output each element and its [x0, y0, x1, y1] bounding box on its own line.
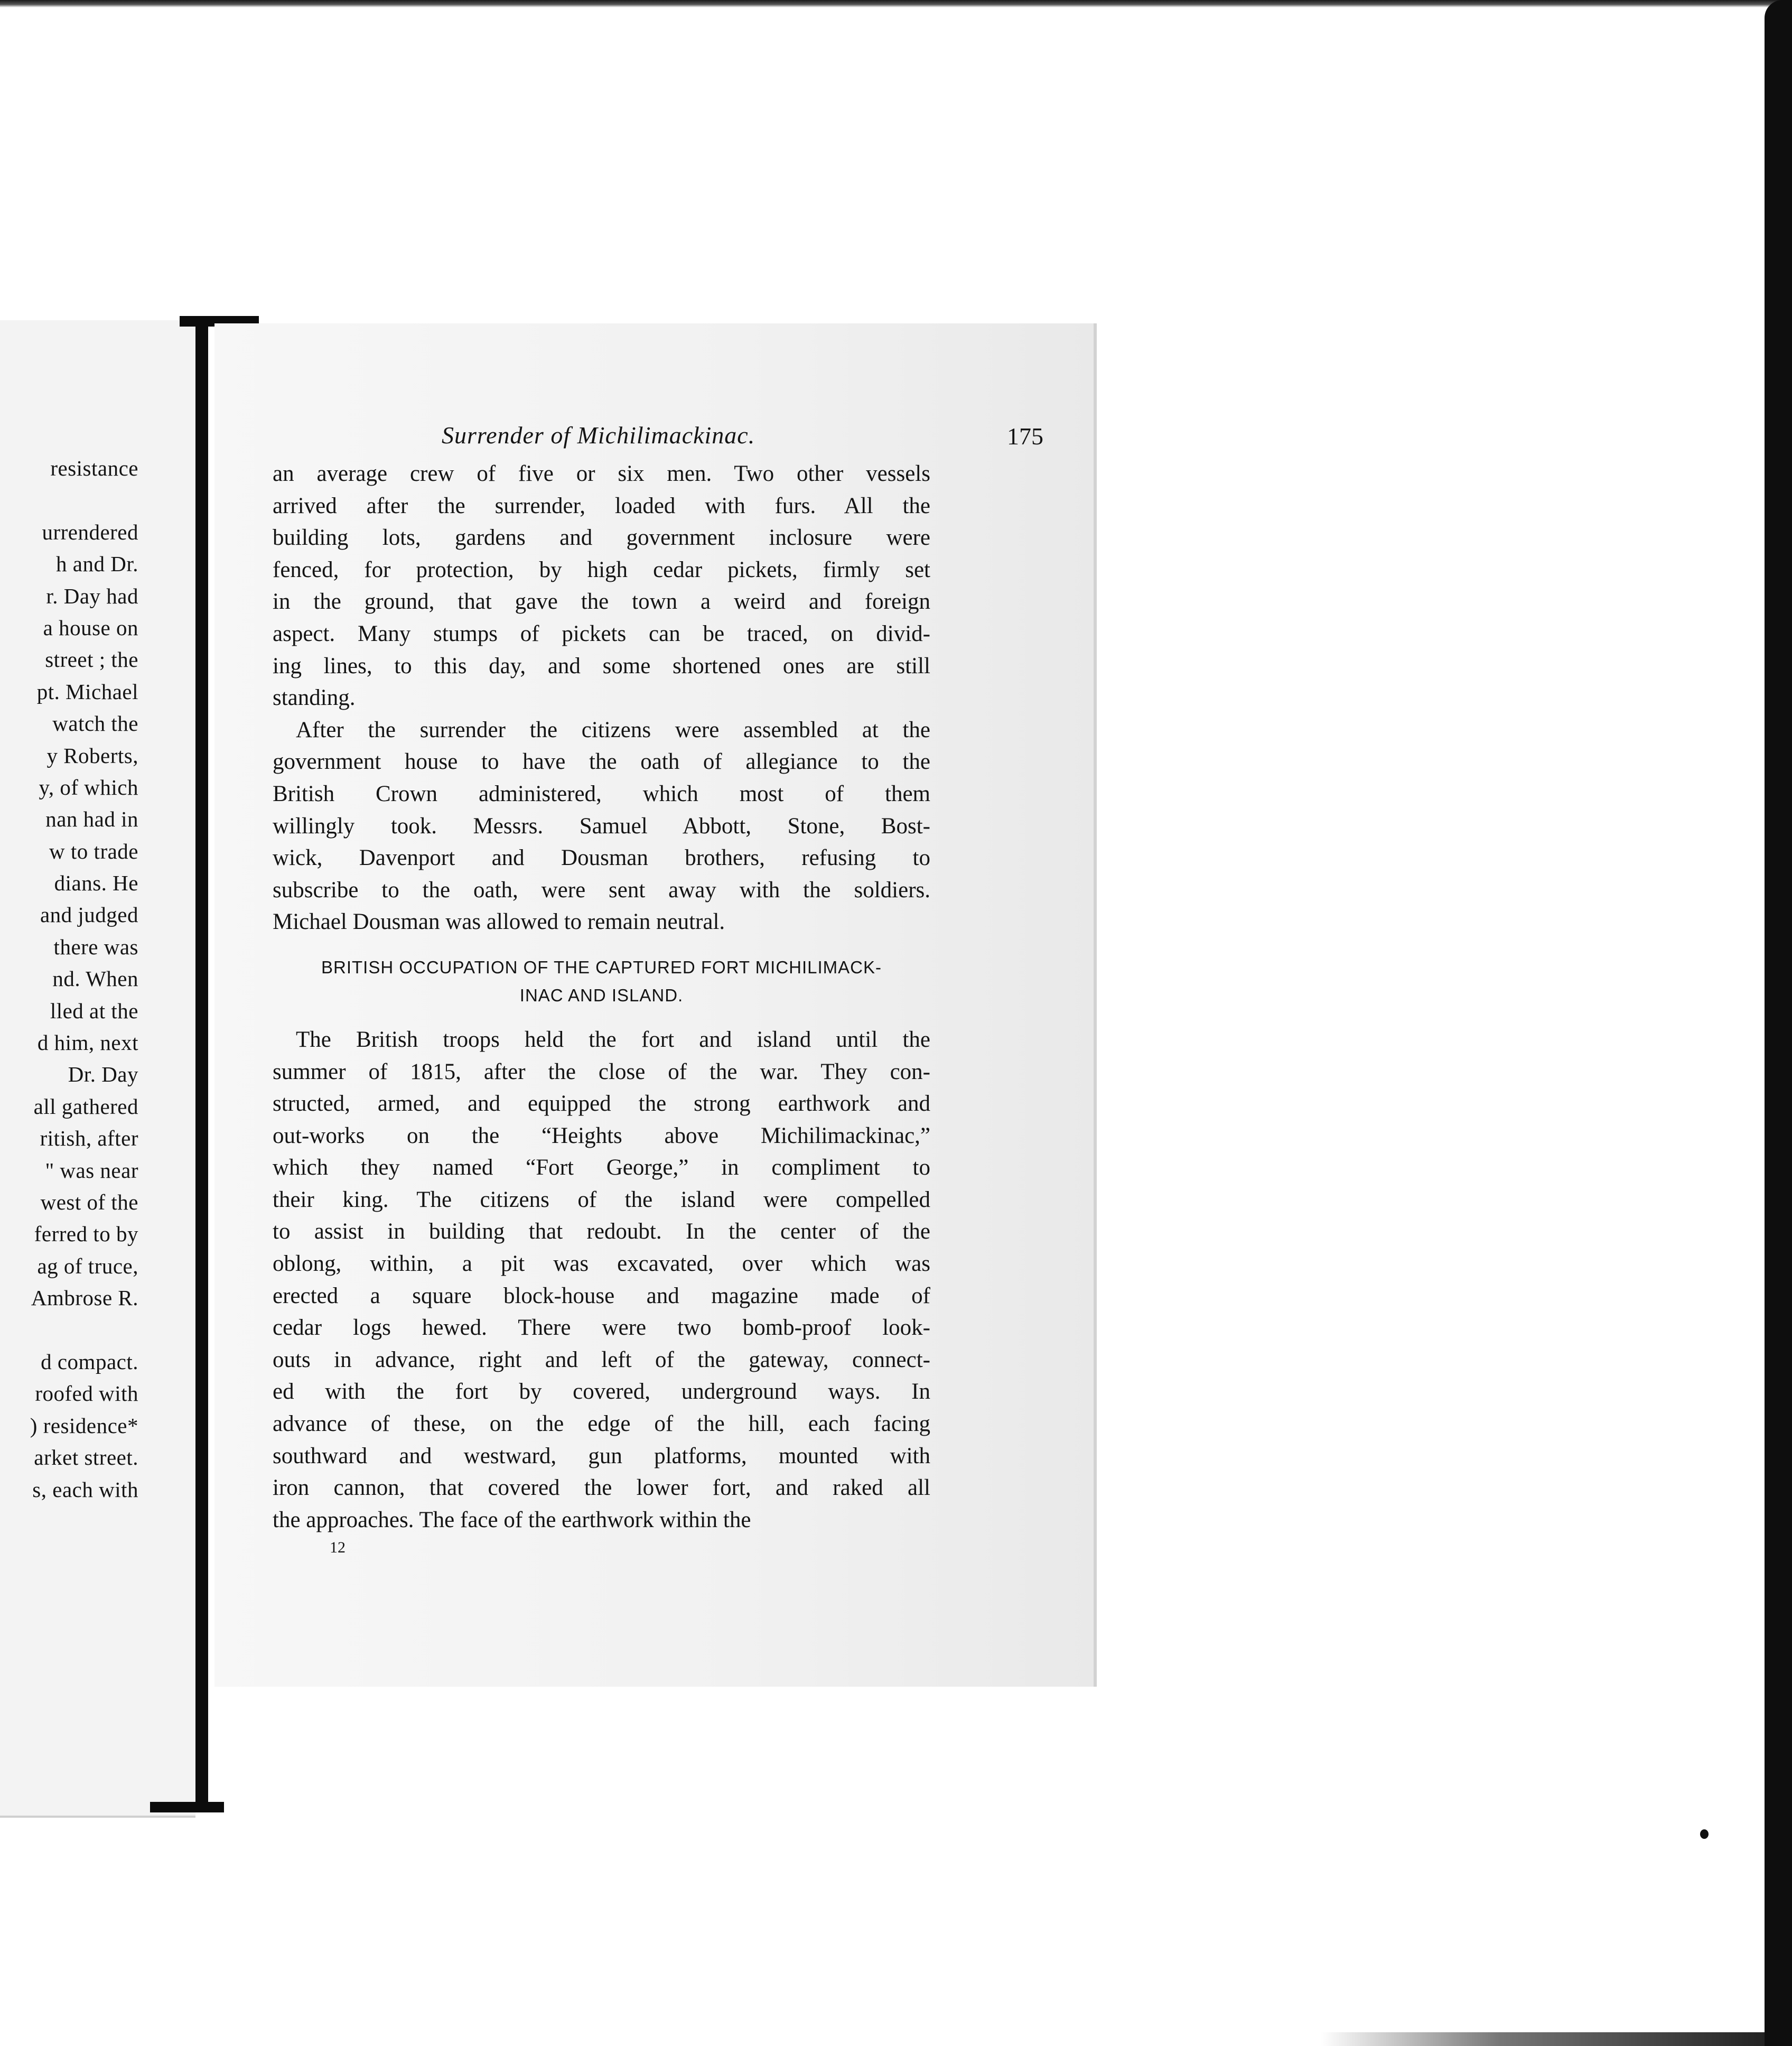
page-number: 175: [1007, 423, 1043, 450]
text-line: which they named “Fort George,” in compliment to: [273, 1155, 930, 1180]
left-page-line: nd. When: [52, 966, 138, 991]
page-body: [273, 458, 930, 1536]
left-page-line: dians. He: [54, 871, 138, 896]
left-page-line: ag of truce,: [37, 1253, 138, 1278]
left-page-line: ritish, after: [40, 1126, 138, 1151]
text-line: building lots, gardens and government inclosure were: [273, 525, 930, 551]
left-page-text: [0, 452, 138, 1505]
left-page-line: lled at the: [50, 998, 138, 1023]
text-line: to assist in building that redoubt. In the center of the: [273, 1219, 930, 1244]
left-page-line: ferred to by: [34, 1222, 138, 1247]
left-page-line: d him, next: [37, 1030, 138, 1055]
text-line: cedar logs hewed. There were two bomb-proof look-: [273, 1315, 930, 1341]
text-line: aspect. Many stumps of pickets can be traced, on divid-: [273, 621, 930, 646]
text-line: an average crew of five or six men. Two other vessels: [273, 461, 930, 486]
signature-mark: 12: [330, 1539, 346, 1556]
section-heading-line: INAC AND ISLAND.: [519, 985, 684, 1005]
left-page-line: Dr. Day: [68, 1062, 138, 1087]
paragraph-2: [273, 714, 930, 938]
left-facing-page: [0, 320, 195, 1818]
left-page-line: w to trade: [49, 839, 138, 863]
left-page-line: d compact.: [41, 1349, 138, 1374]
text-line: summer of 1815, after the close of the war. They con-: [273, 1059, 930, 1084]
left-page-line: a house on: [43, 615, 138, 640]
section-heading-line: BRITISH OCCUPATION OF THE CAPTURED FORT MICHILIMACK-: [321, 957, 882, 977]
left-page-line: urrendered: [42, 519, 138, 544]
text-line: advance of these, on the edge of the hill, each facing: [273, 1411, 930, 1437]
text-line: fenced, for protection, by high cedar pickets, firmly set: [273, 557, 930, 582]
left-page-line: resistance: [50, 456, 138, 480]
left-page-line: and judged: [40, 903, 138, 927]
text-line: their king. The citizens of the island were compelled: [273, 1187, 930, 1212]
text-line: The British troops held the fort and island until the: [296, 1027, 930, 1052]
left-page-line: ) residence*: [30, 1413, 138, 1438]
left-page-line: nan had in: [45, 807, 138, 832]
scan-edge-bottom: [1321, 2032, 1765, 2046]
left-page-line: " was near: [45, 1158, 138, 1183]
section-heading: [273, 953, 930, 1009]
left-page-line: h and Dr.: [56, 552, 138, 576]
text-line: outs in advance, right and left of the gateway, connect-: [273, 1347, 930, 1372]
left-page-line: all gathered: [33, 1094, 138, 1119]
text-line: wick, Davenport and Dousman brothers, refusing to: [273, 845, 930, 871]
left-page-line: arket street.: [34, 1445, 138, 1470]
binding-bar-cap-bottom: [150, 1802, 224, 1812]
left-page-line: there was: [53, 934, 138, 959]
text-line: structed, armed, and equipped the strong earthwork and: [273, 1091, 930, 1117]
left-page-line: s, each with: [32, 1477, 138, 1502]
left-page-line: r. Day had: [46, 583, 138, 608]
text-line: iron cannon, that covered the lower fort, and raked all: [273, 1475, 930, 1501]
text-line: After the surrender the citizens were assembled at the: [296, 717, 930, 742]
paragraph-3: [273, 1024, 930, 1537]
text-line: arrived after the surrender, loaded with furs. All the: [273, 493, 930, 518]
text-line: ing lines, to this day, and some shortened ones are still: [273, 653, 930, 678]
text-line: southward and westward, gun platforms, mounted with: [273, 1443, 930, 1468]
text-line: in the ground, that gave the town a weird and foreign: [273, 589, 930, 615]
left-page-line: [0, 1314, 138, 1346]
text-line: subscribe to the oath, were sent away with the soldiers.: [273, 877, 930, 903]
left-page-line: Ambrose R.: [31, 1286, 138, 1310]
binding-bar: [195, 316, 208, 1811]
book-page: [214, 323, 1097, 1687]
text-line: the approaches. The face of the earthwork within the: [273, 1507, 751, 1532]
left-page-line: roofed with: [35, 1381, 138, 1406]
page-header: [442, 421, 1150, 463]
paragraph-1: [273, 458, 930, 714]
left-page-line: y Roberts,: [46, 743, 138, 768]
left-page-line: watch the: [52, 711, 138, 736]
text-line: standing.: [273, 685, 356, 711]
scan-edge-top: [0, 0, 1792, 7]
text-line: British Crown administered, which most of them: [273, 781, 930, 806]
left-page-line: pt. Michael: [36, 679, 138, 704]
scan-edge-right: [1765, 0, 1792, 2046]
text-line: willingly took. Messrs. Samuel Abbott, Stone, Bost-: [273, 813, 930, 839]
text-line: government house to have the oath of allegiance to the: [273, 749, 930, 775]
running-title: Surrender of Michilimackinac.: [442, 422, 755, 449]
left-page-line: y, of which: [39, 775, 138, 799]
dust-speck: [1700, 1829, 1709, 1839]
left-page-line: street ; the: [45, 647, 138, 672]
left-page-line: west of the: [40, 1189, 138, 1214]
text-line: ed with the fort by covered, underground ways. In: [273, 1379, 930, 1405]
text-line: Michael Dousman was allowed to remain neutral.: [273, 909, 725, 935]
text-line: erected a square block-house and magazine made of: [273, 1283, 930, 1308]
left-page-line: [0, 484, 138, 516]
text-line: oblong, within, a pit was excavated, over which was: [273, 1251, 930, 1277]
text-line: out-works on the “Heights above Michilimackinac,”: [273, 1123, 930, 1148]
